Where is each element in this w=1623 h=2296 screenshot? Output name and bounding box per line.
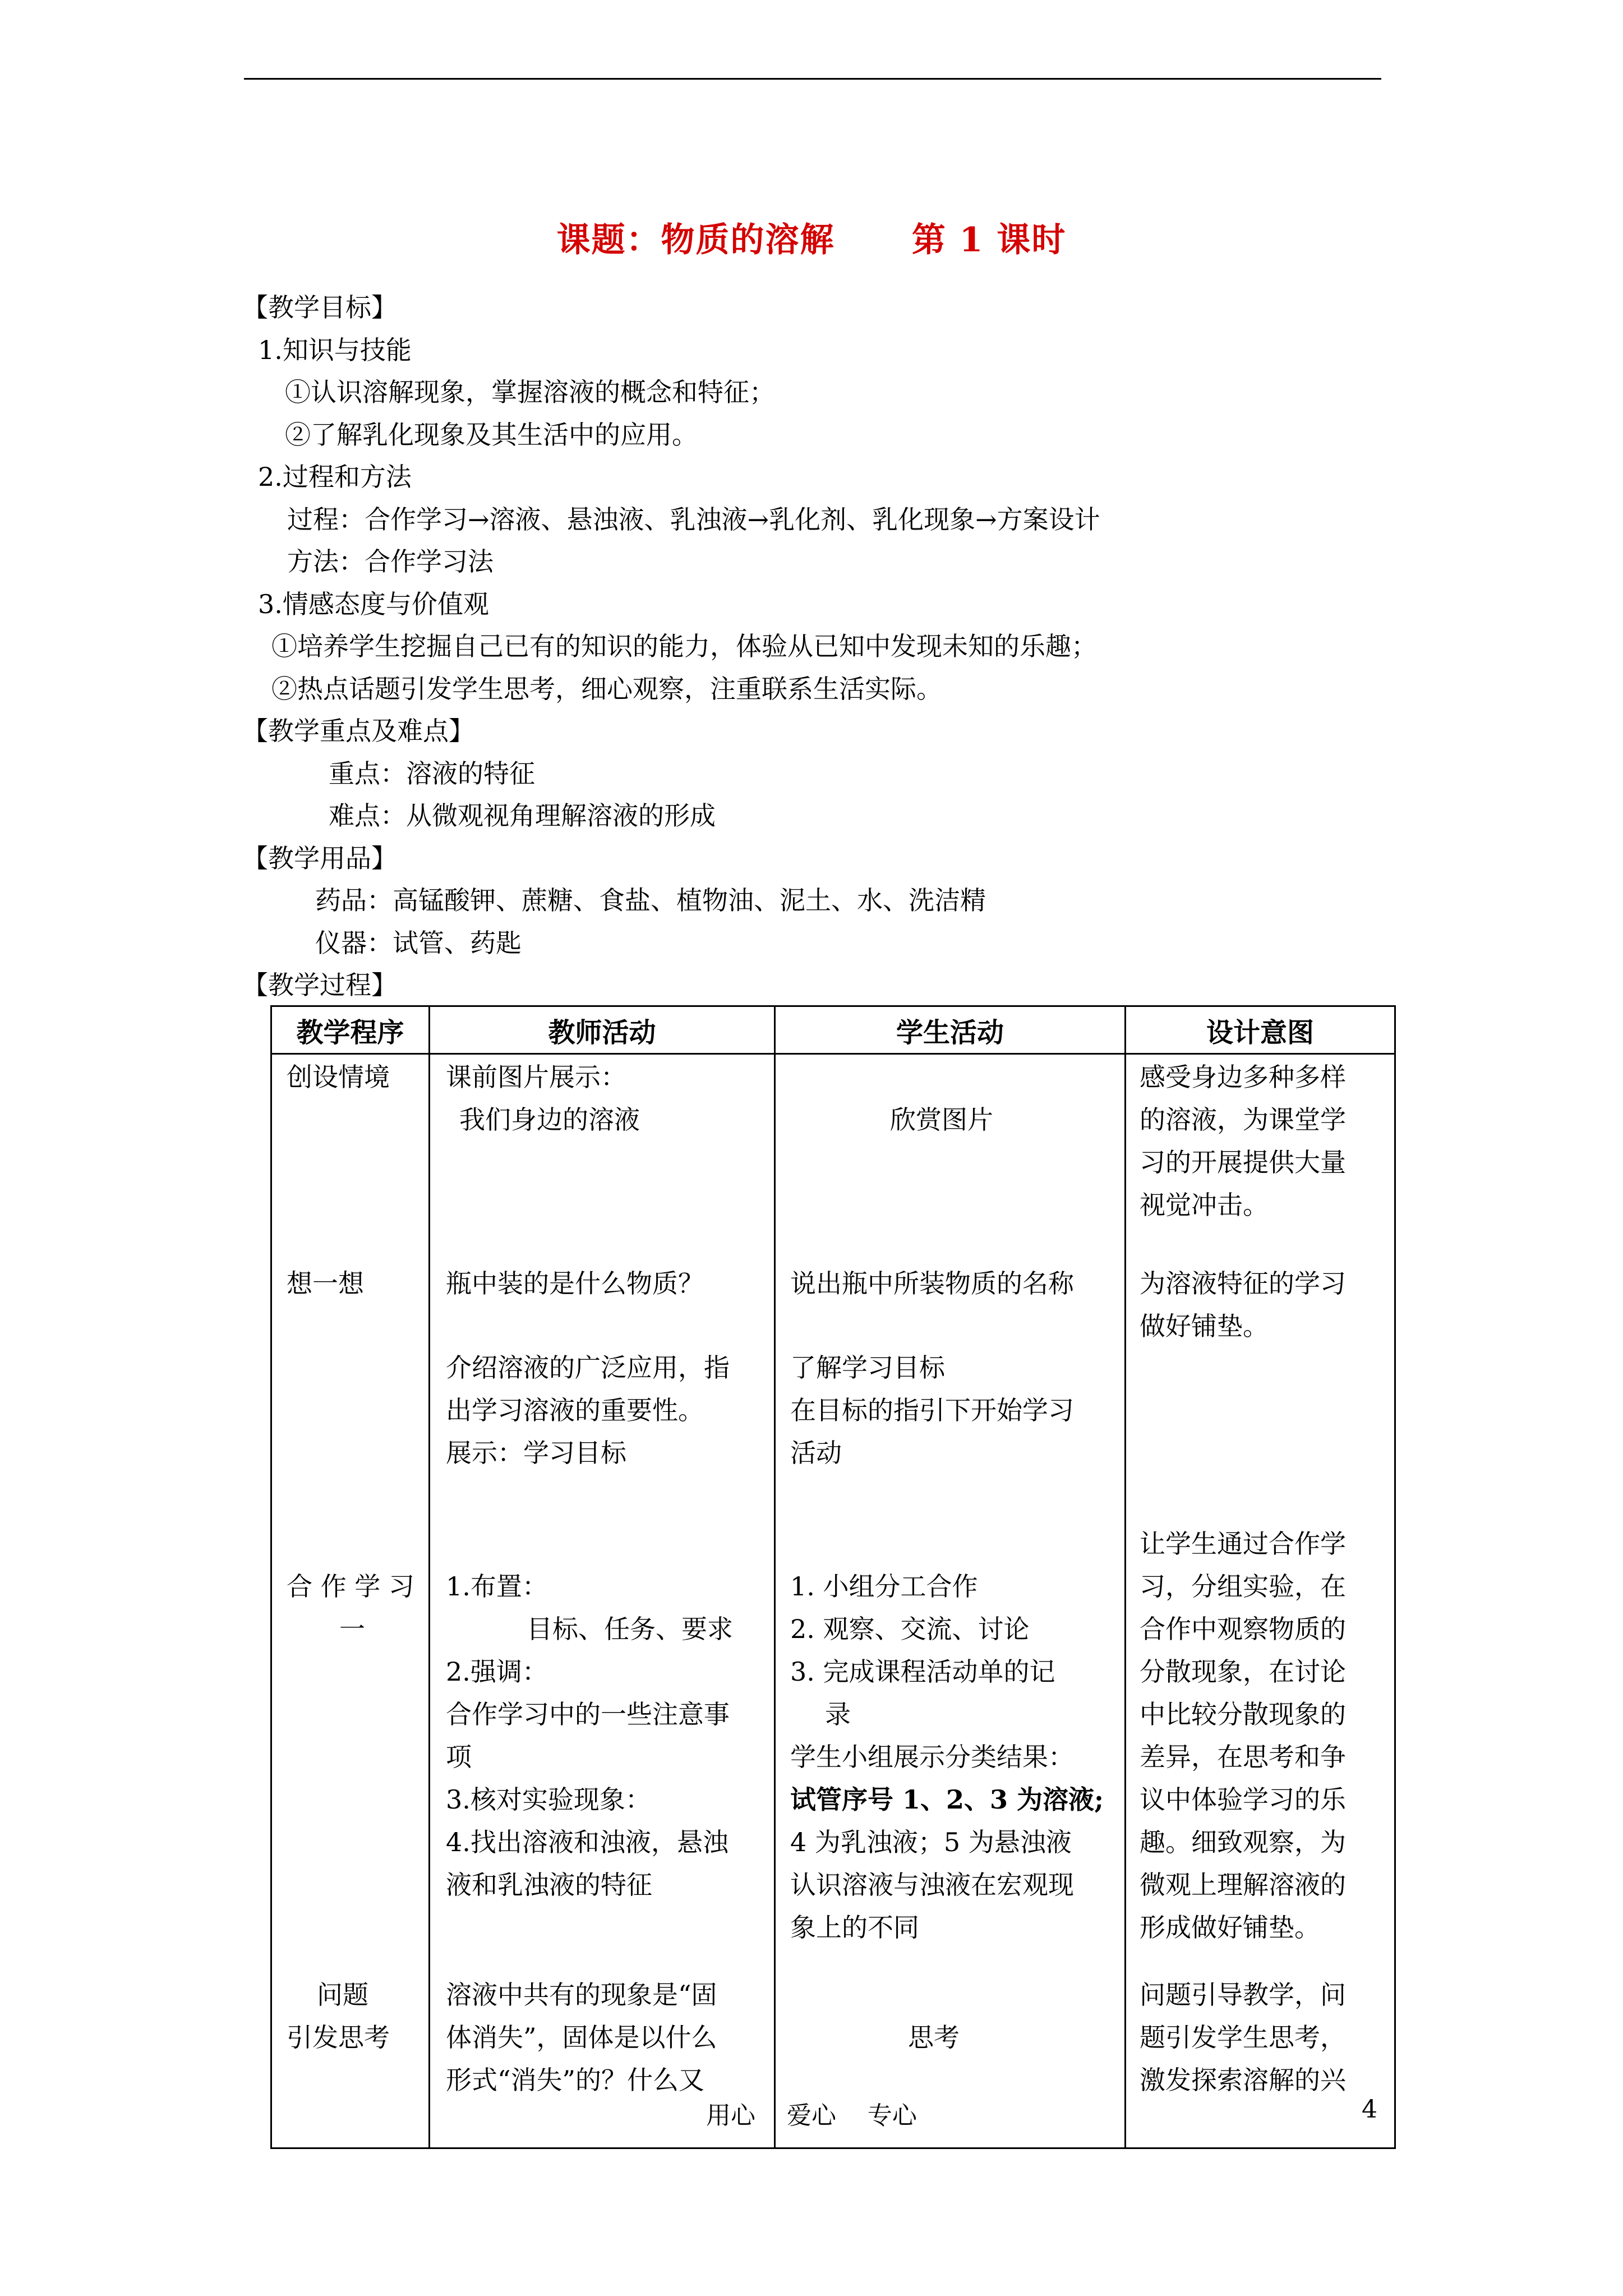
teacher-text: 目标、任务、要求: [527, 1614, 733, 1644]
stage-cell: [271, 1054, 430, 2148]
teacher-text: 项: [446, 1742, 472, 1772]
page-title: 课题：物质的溶解 第 1 课时: [556, 220, 1067, 260]
design-intent-cell: [1126, 1054, 1395, 2148]
objective-2-heading: 2.过程和方法: [258, 462, 412, 492]
student-text: 了解学习目标: [790, 1352, 945, 1383]
intent-text: 视觉冲击。: [1140, 1190, 1269, 1220]
student-text: 活动: [790, 1438, 842, 1468]
teacher-text: 我们身边的溶液: [459, 1105, 640, 1135]
intent-text: 合作中观察物质的: [1140, 1614, 1346, 1644]
teacher-text: 液和乳浊液的特征: [446, 1870, 652, 1900]
intent-text: 差异，在思考和争: [1140, 1742, 1346, 1772]
teacher-text: 介绍溶液的广泛应用，指: [446, 1352, 730, 1383]
stage-provoke-thinking: 引发思考: [287, 2022, 390, 2053]
intent-text: 问题引导教学，问: [1140, 1980, 1346, 2010]
objective-3-item-a: ①培养学生挖掘自己已有的知识的能力，体验从已知中发现未知的乐趣；: [271, 631, 1097, 661]
teacher-text: 出学习溶液的重要性。: [446, 1395, 704, 1425]
student-text: 说出瓶中所装物质的名称: [790, 1268, 1074, 1299]
footer-motto: 用心 爱心 专心: [706, 2101, 917, 2130]
intent-text: 的溶液，为课堂学: [1140, 1105, 1346, 1135]
teacher-text: 1.布置：: [446, 1571, 548, 1602]
teacher-text: 形式“消失”的？什么又: [446, 2065, 705, 2095]
intent-text: 激发探索溶解的兴: [1140, 2065, 1346, 2095]
stage-cooperative-learning-number: 一: [339, 1614, 365, 1644]
intent-text: 微观上理解溶液的: [1140, 1870, 1346, 1900]
intent-text: 做好铺垫。: [1140, 1311, 1269, 1341]
materials-heading: 【教学用品】: [242, 843, 397, 873]
stage-question: 问题: [317, 1980, 368, 2010]
intent-text: 趣。细致观察，为: [1140, 1827, 1346, 1857]
teaching-process-table: [270, 1005, 1396, 2149]
objective-1-item-b: ②了解乳化现象及其生活中的应用。: [285, 420, 698, 450]
student-text: 4 为乳浊液；5 为悬浊液: [790, 1827, 1072, 1857]
materials-instruments: 仪器：试管、药匙: [315, 928, 522, 958]
intent-text: 形成做好铺垫。: [1140, 1912, 1320, 1943]
student-text: 2. 观察、交流、讨论: [790, 1614, 1030, 1644]
objective-2-item-a: 过程：合作学习→溶液、悬浊液、乳浊液→乳化剂、乳化现象→方案设计: [287, 504, 1100, 535]
intent-text: 习的开展提供大量: [1140, 1147, 1346, 1177]
student-text: 录: [825, 1699, 851, 1729]
intent-text: 为溶液特征的学习: [1140, 1268, 1346, 1299]
process-heading: 【教学过程】: [242, 970, 397, 1000]
teacher-text: 2.强调：: [446, 1657, 548, 1687]
intent-text: 议中体验学习的乐: [1140, 1784, 1346, 1815]
materials-chemicals: 药品：高锰酸钾、蔗糖、食盐、植物油、泥土、水、洗洁精: [315, 885, 986, 915]
student-text: 思考: [908, 2022, 960, 2053]
teacher-text: 3.核对实验现象：: [446, 1784, 651, 1815]
objective-1-item-a: ①认识溶解现象，掌握溶液的概念和特征；: [285, 377, 775, 407]
teacher-text: 体消失”，固体是以什么: [446, 2022, 717, 2053]
teacher-text: 展示：学习目标: [446, 1438, 626, 1468]
header-stage: 教学程序: [271, 1006, 430, 1054]
intent-text: 让学生通过合作学: [1140, 1529, 1346, 1559]
page-number: 4: [1362, 2095, 1377, 2124]
intent-text: 分散现象，在讨论: [1140, 1657, 1346, 1687]
objective-3-heading: 3.情感态度与价值观: [258, 589, 489, 619]
student-text: 认识溶液与浊液在宏观现: [790, 1870, 1074, 1900]
student-activity-cell: [775, 1054, 1126, 2148]
student-text: 象上的不同: [790, 1912, 919, 1943]
objectives-heading: 【教学目标】: [242, 292, 397, 323]
intent-text: 中比较分散现象的: [1140, 1699, 1346, 1729]
teacher-text: 合作学习中的一些注意事: [446, 1699, 730, 1729]
teacher-text: 4.找出溶液和浊液，悬浊: [446, 1827, 728, 1857]
header-rule: [244, 78, 1381, 80]
stage-create-situation: 创设情境: [287, 1062, 390, 1092]
student-text: 3. 完成课程活动单的记: [790, 1657, 1055, 1687]
objective-1-heading: 1.知识与技能: [258, 335, 412, 365]
table-row: [271, 1054, 1395, 2148]
stage-think: 想一想: [287, 1268, 364, 1299]
header-design-intent: 设计意图: [1126, 1006, 1395, 1054]
table-header-row: [271, 1006, 1395, 1054]
difficult-point: 难点：从微观视角理解溶液的形成: [329, 800, 716, 831]
teacher-text: 课前图片展示：: [446, 1062, 626, 1092]
teacher-text: 瓶中装的是什么物质？: [446, 1268, 704, 1299]
student-text: 在目标的指引下开始学习: [790, 1395, 1074, 1425]
stage-cooperative-learning: 合 作 学 习: [287, 1571, 414, 1602]
intent-text: 感受身边多种多样: [1140, 1062, 1346, 1092]
student-text: 试管序号 1、2、3 为溶液;: [790, 1784, 1104, 1815]
student-text: 学生小组展示分类结果：: [790, 1742, 1074, 1772]
teacher-text: 溶液中共有的现象是“固: [446, 1980, 717, 2010]
header-student-activity: 学生活动: [775, 1006, 1126, 1054]
intent-text: 习，分组实验，在: [1140, 1571, 1346, 1602]
student-text: 1. 小组分工合作: [790, 1571, 978, 1602]
intent-text: 题引发学生思考，: [1140, 2022, 1346, 2053]
objective-2-item-b: 方法：合作学习法: [287, 546, 494, 577]
objective-3-item-b: ②热点话题引发学生思考，细心观察，注重联系生活实际。: [271, 674, 942, 704]
key-point: 重点：溶液的特征: [329, 758, 535, 789]
key-points-heading: 【教学重点及难点】: [242, 716, 474, 746]
teacher-activity-cell: [430, 1054, 775, 2148]
header-teacher-activity: 教师活动: [430, 1006, 775, 1054]
student-text: 欣赏图片: [890, 1105, 993, 1135]
